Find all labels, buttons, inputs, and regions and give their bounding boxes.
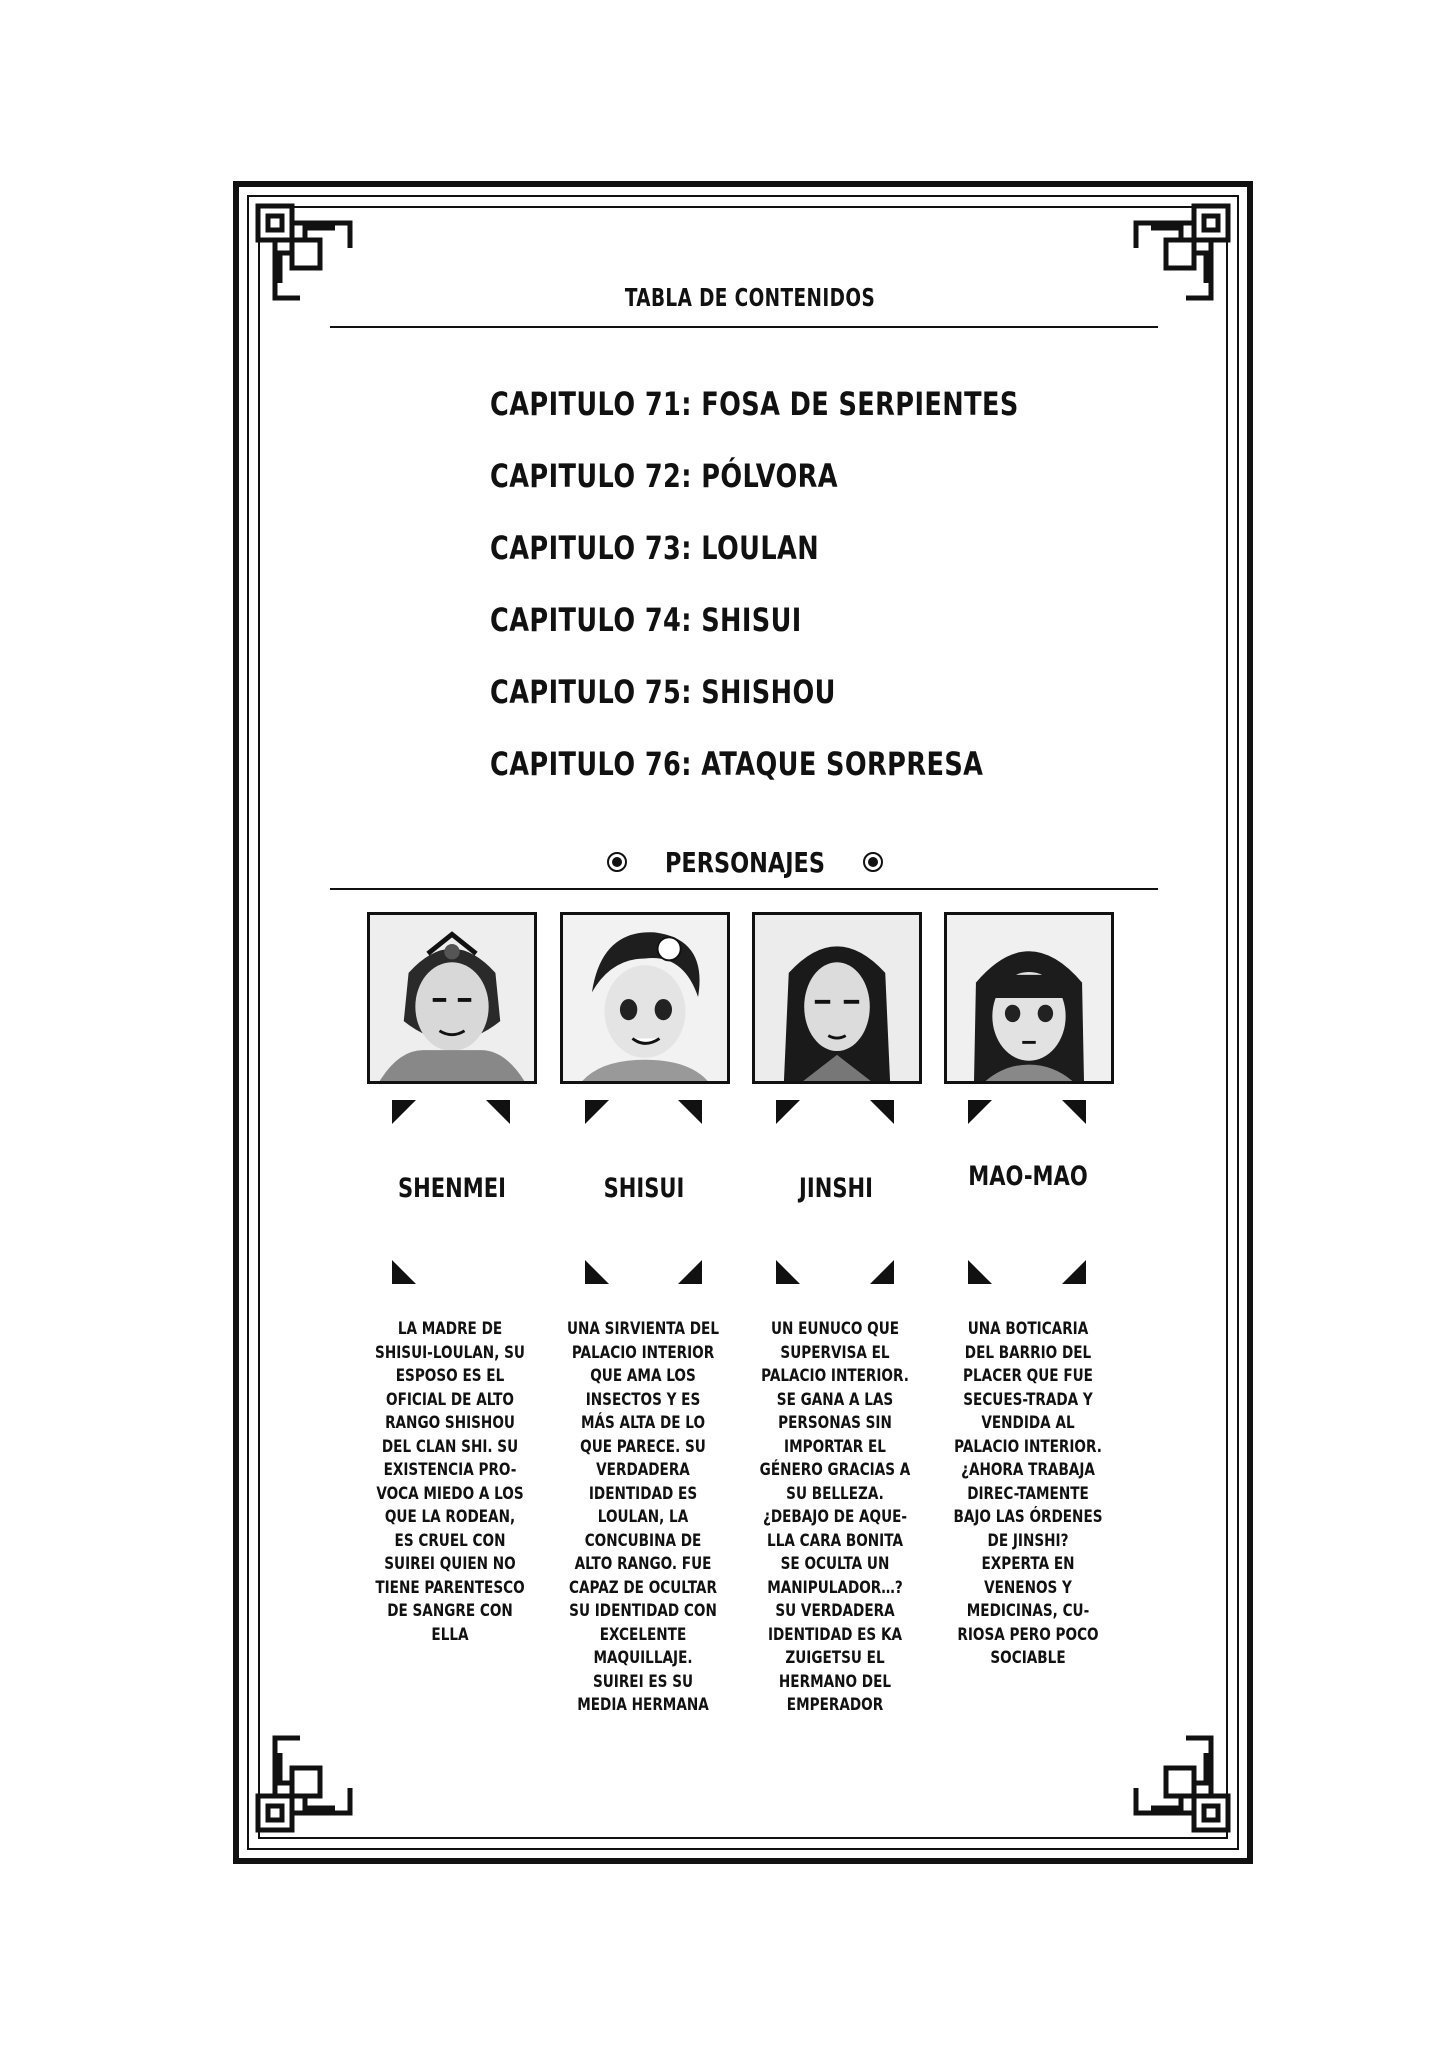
chapter-item: CAPITULO 71: FOSA DE SERPIENTES [490,385,1019,423]
corner-triangle-icon [392,1260,416,1284]
character-description: UNA SIRVIENTA DEL PALACIO INTERIOR QUE AMA LOS INSECTOS Y ES MÁS ALTA DE LO QUE PARECE. SU VERDADERA IDENTIDAD ES LOULAN, LA CONCUBINA DE ALTO RANGO. FUE CAPAZ DE OCULTAR SU IDENTIDAD CON EXCELENTE MAQUILLAJE. SUIREI ES SU MEDIA HERMANA [567,1319,719,1715]
portrait-shenmei [367,912,537,1084]
character-description: UN EUNUCO QUE SUPERVISA EL PALACIO INTERIOR. SE GANA A LAS PERSONAS SIN IMPORTAR EL GÉNERO GRACIAS A SU BELLEZA. ¿DEBAJO DE AQUE-LLA CARA BONITA SE OCULTA UN MANIPULADOR…? SU VERDADERA IDENTIDAD ES KA ZUIGETSU EL HERMANO DEL EMPERADOR [759,1319,911,1715]
bullet-icon [863,852,883,872]
portrait-jinshi [752,912,922,1084]
corner-triangle-icon [1062,1100,1086,1124]
corner-ornament-top-right [1126,198,1236,308]
corner-triangle-icon [870,1100,894,1124]
chapter-list [490,378,1110,810]
corner-triangle-icon [968,1260,992,1284]
corner-ornament-bottom-left [250,1728,360,1838]
corner-triangle-icon [678,1100,702,1124]
toc-title: TABLA DE CONTENIDOS [624,283,876,312]
corner-triangle-icon [585,1260,609,1284]
corner-ornament-top-left [250,198,360,308]
portrait-shisui [560,912,730,1084]
bullet-icon [607,852,627,872]
corner-triangle-icon [486,1100,510,1124]
corner-triangle-icon [678,1260,702,1284]
character-name: MAO-MAO [968,1161,1088,1192]
toc-divider [330,326,1158,328]
character-name: SHENMEI [397,1173,506,1204]
corner-triangle-icon [870,1260,894,1284]
character-name: SHISUI [603,1173,685,1204]
character-description: LA MADRE DE SHISUI-LOULAN, SU ESPOSO ES EL OFICIAL DE ALTO RANGO SHISHOU DEL CLAN SHI. SU EXISTENCIA PRO-VOCA MIEDO A LOS QUE LA RODEAN, ES CRUEL CON SUIREI QUIEN NO TIENE PARENTESCO DE SANGRE CON ELLA [375,1319,525,1645]
character-description: UNA BOTICARIA DEL BARRIO DEL PLACER QUE FUE SECUES-TRADA Y VENDIDA AL PALACIO INTERIOR. ¿AHORA TRABAJA DIREC-TAMENTE BAJO LAS ÓRDENES DE JINSHI? EXPERTA EN VENENOS Y MEDICINAS, CU-RIOSA PERO POCO SOCIABLE [953,1319,1103,1668]
corner-triangle-icon [1062,1260,1086,1284]
chapter-item: CAPITULO 73: LOULAN [490,529,820,567]
chapter-item: CAPITULO 76: ATAQUE SORPRESA [490,745,984,783]
characters-heading-label: PERSONAJES [665,845,825,879]
corner-ornament-bottom-right [1126,1728,1236,1838]
corner-triangle-icon [776,1100,800,1124]
corner-triangle-icon [968,1100,992,1124]
chapter-item: CAPITULO 74: SHISUI [490,601,802,639]
characters-divider [330,888,1158,890]
chapter-item: CAPITULO 75: SHISHOU [490,673,836,711]
corner-triangle-icon [776,1260,800,1284]
characters-heading [620,842,870,882]
portrait-maomao [944,912,1114,1084]
corner-triangle-icon [585,1100,609,1124]
chapter-item: CAPITULO 72: PÓLVORA [490,457,838,495]
corner-triangle-icon [392,1100,416,1124]
character-name: JINSHI [799,1173,873,1204]
